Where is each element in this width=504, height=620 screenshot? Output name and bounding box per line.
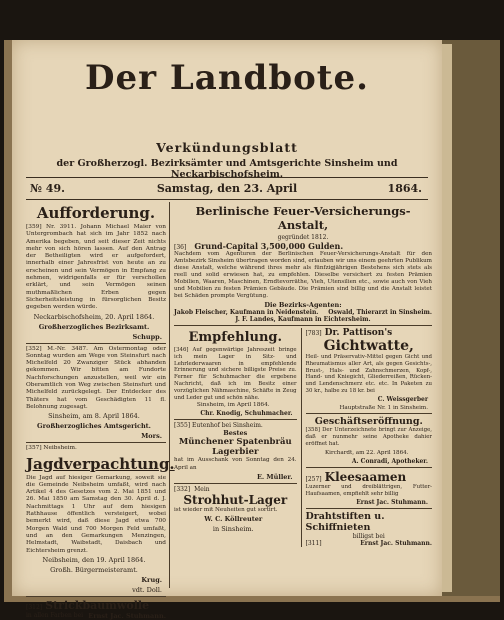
ad-text: [358] Der Unterzeichnete bringt zur Anzeige, daß er nunmehr seine Apotheke dahier eröffnet hat.: [305, 426, 432, 448]
page-edge: [442, 44, 452, 592]
ad-ref: [332]: [174, 485, 191, 493]
rule: [26, 199, 428, 200]
notice-text: [352] M.-Nr. 3487. Am Ostermontag oder Sonntag wurden am Wege von Steinsfurt nach Michelfeld 20 Zwanziger Stück abhanden gekommen. Wir bitten am Fundorte Nachforschungen anzustellen, weil wir ein Oberamtlich von Weg zwischen Steinsfurt und Michelfeld zurückgelegt. Der Entdecker des Thäters hat vom Geschädigten 11 fl. Belohnung zugesagt.: [26, 345, 166, 410]
ad-name: Ernst Jac. Stuhmann.: [360, 540, 432, 548]
newspaper-page: [12, 40, 442, 620]
ad-ref: [257]: [305, 475, 322, 483]
ad-founded: gegründet 1812.: [277, 234, 329, 241]
ad-pre: Dr. Pattison's: [324, 328, 393, 338]
right-subcol-left: [174, 328, 297, 547]
ad-title: Geschäftseröffnung.: [314, 415, 423, 427]
ad-title: Strickbaumwolle: [45, 598, 150, 612]
masthead-title: Der Landbote.: [85, 58, 369, 98]
ad-strickbaumwolle: [26, 599, 166, 620]
ad-text: Luzerner und dreiblättrigen, Futter-Haufsaamen, empfiehlt sehr billig: [305, 483, 432, 497]
rule: [26, 177, 428, 178]
notice-title: Aufforderung.: [36, 204, 156, 222]
ad-title: Drahtstiften u. Schiffnieten: [305, 511, 385, 534]
ad-ref: [311]: [305, 540, 322, 548]
ad-kleesaamen: [306, 470, 432, 507]
ad-text2: hat im Ausschank von Sonntag den 24. April an: [174, 457, 297, 471]
notice-title: Jagdverpachtung.: [26, 454, 175, 473]
divider: [306, 508, 432, 509]
ad-place: in Sinsheim.: [212, 525, 254, 534]
ad-text: Mein: [194, 485, 210, 493]
notice-ref: [357] Neibsheim.: [26, 445, 77, 452]
ad-place-date: Sinsheim, im April 1864.: [196, 402, 270, 409]
notice-authority: Großh. Bürgermeisteramt.: [50, 565, 138, 574]
divider: [26, 596, 166, 597]
ad-agent: Jakob Fleischer, Kaufmann in Neidenstein.: [174, 309, 319, 316]
ad-signature: Chr. Knodig, Schuhmacher.: [200, 410, 293, 418]
divider: [306, 467, 432, 468]
ad-empfehlung: [174, 330, 297, 417]
ad-name: Ernst Jac. Stuhmann.: [356, 499, 428, 507]
right-lower: [174, 328, 432, 547]
ad-agent: Oswald, Thierarzt in Sinsheim.: [328, 309, 432, 316]
right-subcol-right: [306, 328, 432, 547]
ad-text: Bestes: [223, 429, 248, 438]
notice-authority: Großherzogliches Amtsgericht.: [37, 422, 151, 431]
ad-text: [346] Auf gegenwärtige Jahreszeit bringe ich mein Lager in Sitz- und Lehrlederwaaren in empfehlende Erinnerung und sichere billigste Preise zu. Ferner für Schuhmacher die ergebene Nachricht, daß ich im Besitz einer vorzüglichen Nähmaschine, Schäfte in Zeug und Leder gut und schön nähe.: [174, 347, 297, 401]
notice-text: Die Jagd auf hiesiger Gemarkung, soweit sie die Gemeinde Neibsheim umfaßt, wird nach Artikel 4 des Gesetzes vom 2. Mai 1851 und 26. Mai 1850 am Samstag den 30. April d. J. Nachmittags 1 Uhr auf dem hiesigen Rathhause öffentlich versteigert, wobei bemerkt wird, daß diese Jagd etwa 700 Morgen Wald und 700 Morgen Feld umfaßt, und an den Gemarkungen Menzingen, Helmstadt, Waibstadt, Daisbach und Eichtersheim grenzt.: [26, 474, 166, 554]
notice-theft: [26, 346, 166, 441]
issue-year: 1864.: [387, 182, 422, 195]
notice-signature: Schupp.: [132, 332, 162, 341]
divider: [174, 483, 297, 484]
ad-gichtwatte: [306, 328, 432, 411]
ad-title: Berlinische Feuer-Versicherungs-Anstalt,: [195, 204, 411, 232]
notice-countersign: vdt. Doll.: [132, 585, 162, 594]
ad-strohhut: [174, 486, 297, 533]
notice-place-date: Neckarbischofsheim, 20. April 1864.: [33, 312, 155, 321]
ad-text2: ist wieder mit Neuheiten gut sortirt.: [174, 506, 278, 513]
issue-date: Samstag, den 23. April: [156, 182, 298, 195]
ad-signature: W. C. Köllreuter: [204, 515, 263, 524]
notice-place-date: Neibsheim, den 19. April 1864.: [42, 555, 146, 564]
column-divider: [169, 202, 170, 588]
masthead-subline: der Großherzogl. Bezirksämter und Amtsgerichte Sinsheim und Neckarbischofsheim.: [56, 158, 398, 180]
notice-signature: Mors.: [141, 432, 162, 441]
ad-capital: Grund-Capital 3,500,000 Gulden.: [194, 241, 344, 251]
ad-agent: J. F. Landes, Kaufmann in Eichtersheim.: [235, 316, 371, 323]
dateline: [26, 182, 428, 198]
divider: [26, 442, 166, 443]
ad-text: billigst bei: [352, 533, 385, 541]
masthead-subtitle: Verkündungsblatt: [156, 140, 298, 155]
ad-title: Gichtwatte,: [323, 338, 414, 354]
ad-text: Nachdem vom Agenturen der Berlinischen Feuer-Versicherungs-Anstalt für den Amtsbezirk Sinsheim übertragen worden sind, erlauben wir uns einem geehrten Publikum diese Anstalt, welche während ihres mehr als fünfzigjährigen Bestehens sich stets als reell und solid erwiesen hat, zu empfehlen. Dieselbe versichert zu festen Prämien Mobilien, Waaren, Maschinen, Erndtevorräthe, Vieh, Utensilien etc., sowie auch von Vieh und Mobilien zu festen Prämien Gebäude. Die Prämien sind billig und die Anstalt leistet bei Schäden prompte Vergütung.: [174, 251, 432, 299]
divider: [174, 419, 297, 420]
ad-text: in allen Farben bei: [26, 611, 84, 619]
ad-signature: E. Müller.: [256, 472, 293, 481]
ad-title: Münchener Spatenbräu Lagerbier: [178, 437, 292, 458]
ad-title: Strohhut-Lager: [183, 492, 288, 507]
divider: [174, 325, 432, 326]
divider: [26, 343, 166, 344]
ad-title: Kleesaamen: [324, 469, 407, 484]
ad-lagerbier: [174, 422, 297, 481]
ad-title: Empfehlung.: [188, 330, 283, 345]
left-column: [26, 202, 175, 620]
right-column: [174, 202, 432, 590]
ad-place: Hauptstraße Nr. 1 in Sinsheim.: [339, 404, 428, 411]
notice-aufforderung: [26, 204, 166, 341]
issue-number: № 49.: [30, 182, 65, 195]
ad-feuerversicherung: [174, 204, 432, 323]
ad-ref: [312]: [26, 603, 43, 611]
ad-ref: [783]: [305, 330, 322, 337]
notice-place-date: Sinsheim, am 8. April 1864.: [48, 412, 140, 421]
ad-name: C. Weissgerber: [377, 395, 428, 403]
notice-text: [359] Nr. 3911. Johann Michael Maier von Untergrombach hat sich im Jahr 1852 nach Amerika begeben, und seit dieser Zeit nichts mehr von sich hören lassen. Auf den Antrag der Betheiligten wird er aufgefordert, innerhalb einer Jahresfrist von heute an zu erscheinen und sein Vermögen in Empfang zu nehmen, widrigenfalls er für verschollen erklärt, und sein Vermögen seinen muthmaßlichen Erben gegen Sicherheitsleistung in fürsorglichen Besitz gegeben werden würde.: [26, 224, 166, 311]
subcol-divider: [301, 328, 302, 547]
ad-name: Ernst Jac. Stuhmann.: [88, 611, 166, 620]
ad-ref: [355] Eutenhof bei Sinsheim.: [174, 422, 263, 430]
ad-place-date: Kirchardt, am 22. April 1864.: [324, 449, 409, 456]
ad-drahtstiften: [306, 511, 432, 547]
divider: [306, 413, 432, 414]
notice-signature: Krug.: [141, 575, 162, 584]
ad-text: Heil- und Präservativ-Mittel gegen Gicht und Rheumatismus aller Art, als gegen Gesichts-, Brust-, Hals- und Zahnschmerzen, Kopf-, Hand- und Kniegicht, Gliederreißen, Rücken- und Lendenschmerz etc. etc. In Paketen zu 30 kr., halbe zu 18 kr. bei: [305, 354, 432, 394]
ad-geschaeftseroeffnung: [306, 416, 432, 465]
notice-authority: Großherzogliches Bezirksamt.: [38, 322, 150, 331]
notice-jagd: [26, 445, 175, 594]
ad-ref: [36]: [174, 244, 187, 251]
ad-agents-label: Die Bezirks-Agenten:: [264, 301, 342, 309]
ad-signature: A. Conradi, Apotheker.: [351, 457, 428, 465]
